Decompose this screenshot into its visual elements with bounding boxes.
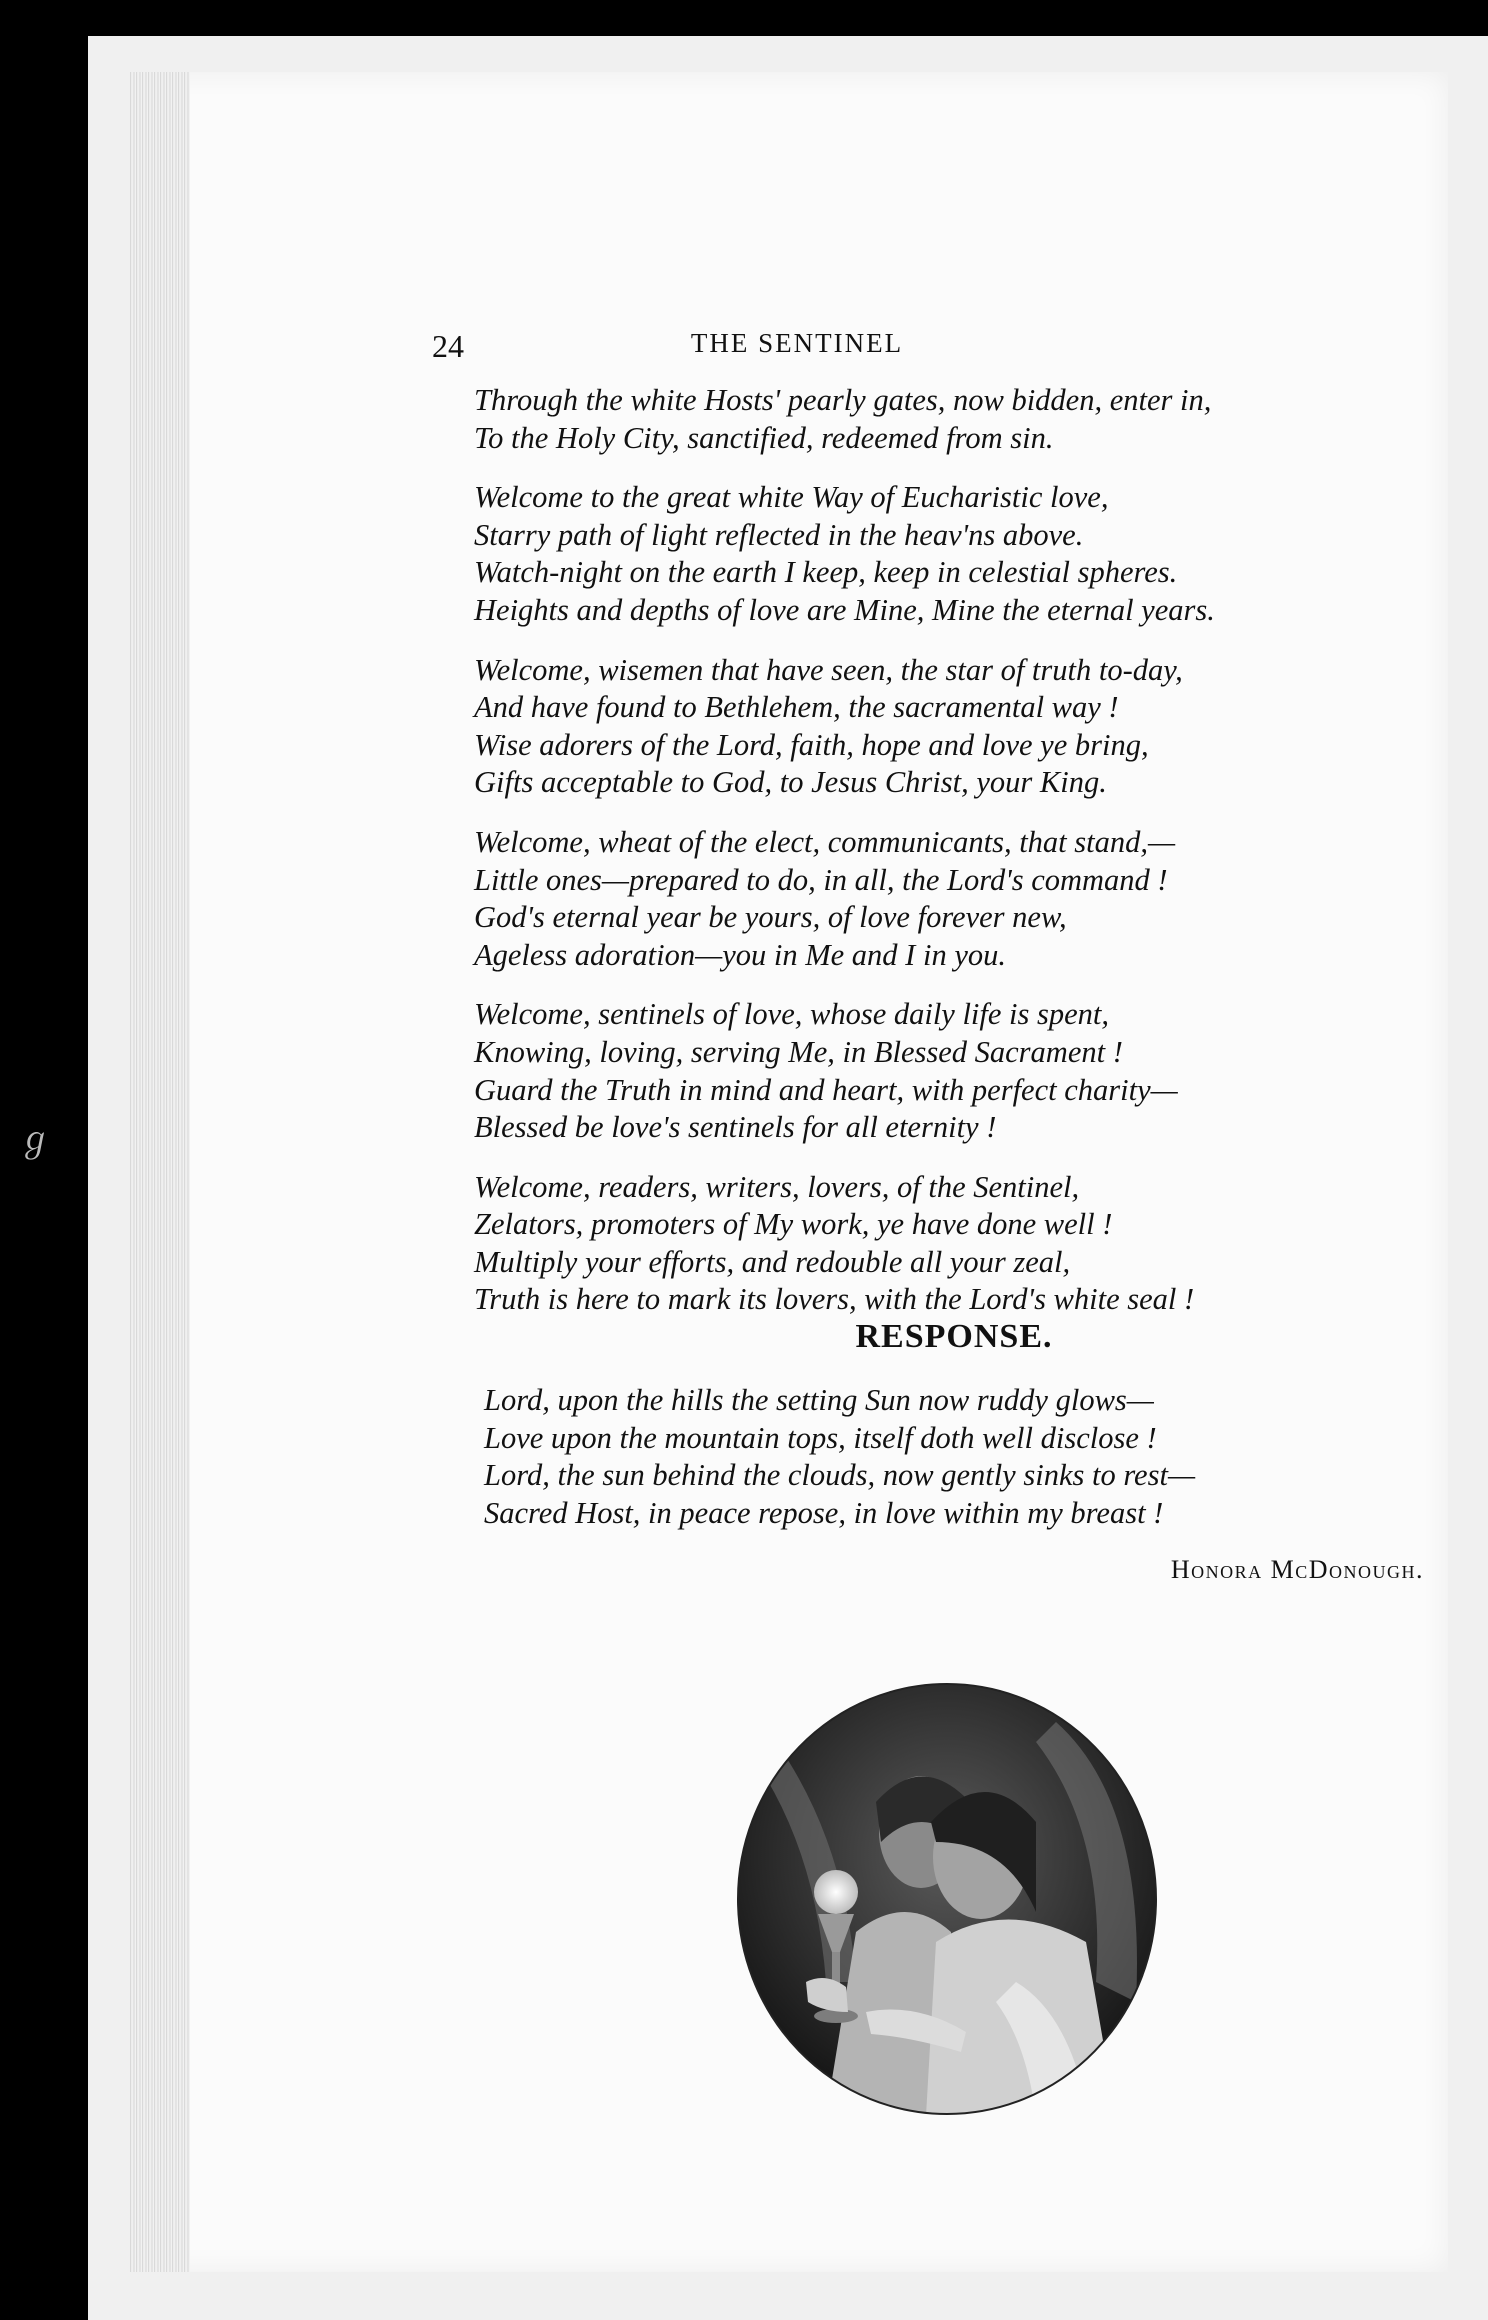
poem-line: Welcome, wheat of the elect, communicants, that stand,— [474,824,1176,859]
poem-line: God's eternal year be yours, of love forever new, [474,900,1067,935]
poem-line: Zelators, promoters of My work, ye have done well ! [474,1207,1113,1242]
poem-line: And have found to Bethlehem, the sacramental way ! [474,690,1119,725]
poem-line: Welcome, wisemen that have seen, the star of truth to-day, [474,652,1183,687]
response-line: Lord, the sun behind the clouds, now gently sinks to rest— [484,1458,1196,1493]
poem-line: Welcome to the great white Way of Eucharistic love, [474,480,1109,515]
poem-line: Gifts acceptable to God, to Jesus Christ, your King. [474,765,1107,800]
poem-line: Welcome, readers, writers, lovers, of the Sentinel, [474,1169,1080,1204]
running-title: THE SENTINEL [690,328,904,358]
response-line: Sacred Host, in peace repose, in love within my breast ! [484,1495,1164,1530]
poem-line: Blessed be love's sentinels for all eternity ! [474,1110,997,1145]
stanza [474,824,1434,974]
poem-line: Knowing, loving, serving Me, in Blessed Sacrament ! [474,1034,1123,1069]
stanza [474,382,1434,457]
author-signature: Honora McDonough. [1170,1555,1424,1584]
poem-line: Multiply your efforts, and redouble all your zeal, [474,1244,1071,1279]
page-edges [130,72,190,2272]
stanza [474,479,1434,629]
response-stanza [484,1382,1434,1532]
poem-line: Heights and depths of love are Mine, Mine the eternal years. [474,592,1215,627]
stanza [474,996,1434,1146]
poem-line: To the Holy City, sanctified, redeemed from sin. [474,420,1054,455]
stanza [474,652,1434,802]
poem-line: Watch-night on the earth I keep, keep in celestial spheres. [474,555,1178,590]
poem-line: Welcome, sentinels of love, whose daily life is spent, [474,997,1110,1032]
margin-mark: ℊ [18,1122,52,1159]
poem-line: Little ones—prepared to do, in all, the Lord's command ! [474,862,1168,897]
poem [474,382,1434,1341]
angels-vignette-image [736,1682,1158,2116]
poem-line: Wise adorers of the Lord, faith, hope and love ye bring, [474,727,1149,762]
page-header [432,328,1082,372]
response-heading: RESPONSE. [855,1318,1053,1355]
poem-line: Guard the Truth in mind and heart, with perfect charity— [474,1072,1178,1107]
stanza [474,1169,1434,1319]
poem-line: Truth is here to mark its lovers, with the Lord's white seal ! [474,1282,1195,1317]
poem-line: Through the white Hosts' pearly gates, now bidden, enter in, [474,383,1212,417]
response-line: Love upon the mountain tops, itself doth well disclose ! [484,1420,1157,1455]
response-line: Lord, upon the hills the setting Sun now ruddy glows— [484,1383,1154,1417]
poem-line: Ageless adoration—you in Me and I in you. [474,937,1006,972]
poem-line: Starry path of light reflected in the heav'ns above. [474,517,1084,552]
page-number: 24 [432,328,464,364]
